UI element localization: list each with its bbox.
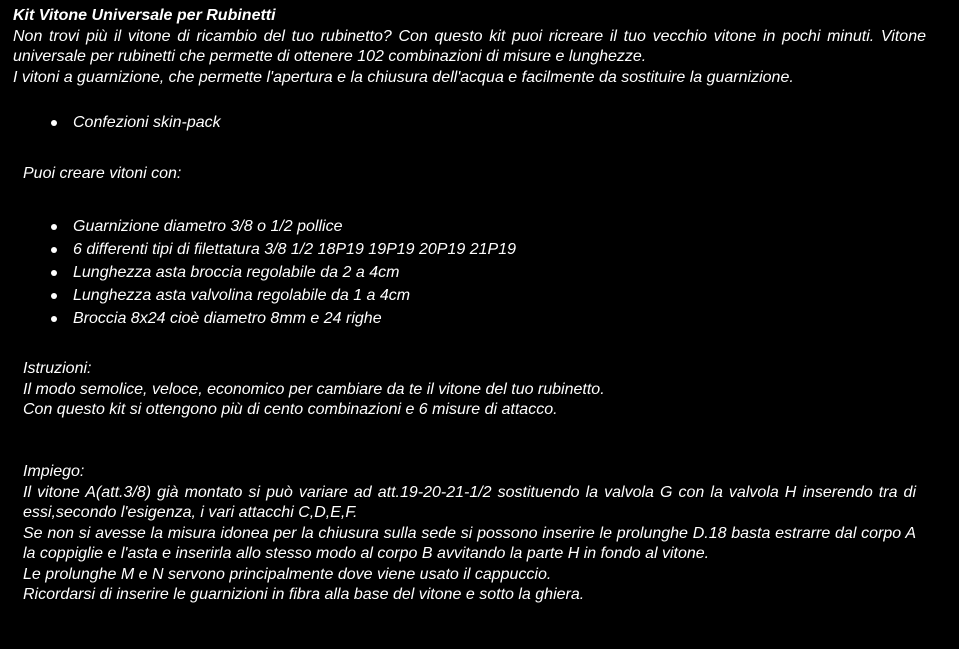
usage-heading: Impiego: bbox=[23, 463, 85, 480]
package-list bbox=[23, 111, 916, 134]
package-list-section bbox=[23, 111, 916, 134]
list-item-text: Guarnizione diametro 3/8 o 1/2 pollice bbox=[73, 218, 343, 235]
list-item-text: 6 differenti tipi di filettatura 3/8 1/2 18P19 19P19 20P19 21P19 bbox=[73, 241, 516, 258]
intro-paragraph: Non trovi più il vitone di ricambio del tuo rubinetto? Con questo kit puoi ricreare il tuo vecchio vitone in pochi minuti. Vitone universale per rubinetti che permette di ottenere 102 combinazioni di misure e lunghezze. bbox=[13, 27, 926, 65]
intro-section bbox=[13, 6, 926, 88]
list-item-text: Broccia 8x24 cioè diametro 8mm e 24 righe bbox=[73, 310, 382, 327]
instructions-section bbox=[23, 359, 916, 421]
intro-paragraph-gasket: I vitoni a guarnizione, che permette l'apertura e la chiusura dell'acqua e facilmente da sostituire la guarnizione. bbox=[13, 68, 794, 86]
instructions-line: Il modo semolice, veloce, economico per cambiare da te il vitone del tuo rubinetto. bbox=[23, 380, 605, 398]
features-section bbox=[23, 215, 916, 330]
list-item bbox=[23, 238, 916, 261]
list-item-text: Confezioni skin-pack bbox=[73, 114, 221, 131]
list-item bbox=[23, 284, 916, 307]
instructions-line: Con questo kit si ottengono più di cento combinazioni e 6 misure di attacco. bbox=[23, 401, 558, 418]
list-item bbox=[23, 111, 916, 134]
instructions-heading: Istruzioni: bbox=[23, 360, 92, 377]
bullet-icon bbox=[51, 120, 57, 126]
create-heading-section bbox=[23, 164, 916, 185]
bullet-icon bbox=[51, 224, 57, 230]
list-item-text: Lunghezza asta broccia regolabile da 2 a 4cm bbox=[73, 264, 400, 281]
usage-section bbox=[23, 462, 916, 606]
list-item bbox=[23, 307, 916, 330]
bullet-icon bbox=[51, 247, 57, 253]
features-list bbox=[23, 215, 916, 330]
create-heading: Puoi creare vitoni con: bbox=[23, 165, 182, 182]
usage-paragraph: Le prolunghe M e N servono principalmente dove viene usato il cappuccio. bbox=[23, 565, 552, 583]
bullet-icon bbox=[51, 270, 57, 276]
list-item-text: Lunghezza asta valvolina regolabile da 1 a 4cm bbox=[73, 287, 411, 304]
bullet-icon bbox=[51, 316, 57, 322]
list-item bbox=[23, 261, 916, 284]
usage-paragraph: Ricordarsi di inserire le guarnizioni in fibra alla base del vitone e sotto la ghiera. bbox=[23, 586, 585, 603]
bullet-icon bbox=[51, 293, 57, 299]
usage-paragraph: Se non si avesse la misura idonea per la chiusura sulla sede si possono inserire le prolunghe D.18 basta estrarre dal corpo A la coppiglie e l'asta e inserirla allo stesso modo al corpo B avvitando la parte H in fondo al vitone. bbox=[23, 524, 916, 562]
product-title: Kit Vitone Universale per Rubinetti bbox=[13, 7, 276, 24]
list-item bbox=[23, 215, 916, 238]
usage-paragraph: Il vitone A(att.3/8) già montato si può variare ad att.19-20-21-1/2 sostituendo la valvola G con la valvola H inserendo tra di essi,secondo l'esigenza, i vari attacchi C,D,E,F. bbox=[23, 483, 916, 521]
